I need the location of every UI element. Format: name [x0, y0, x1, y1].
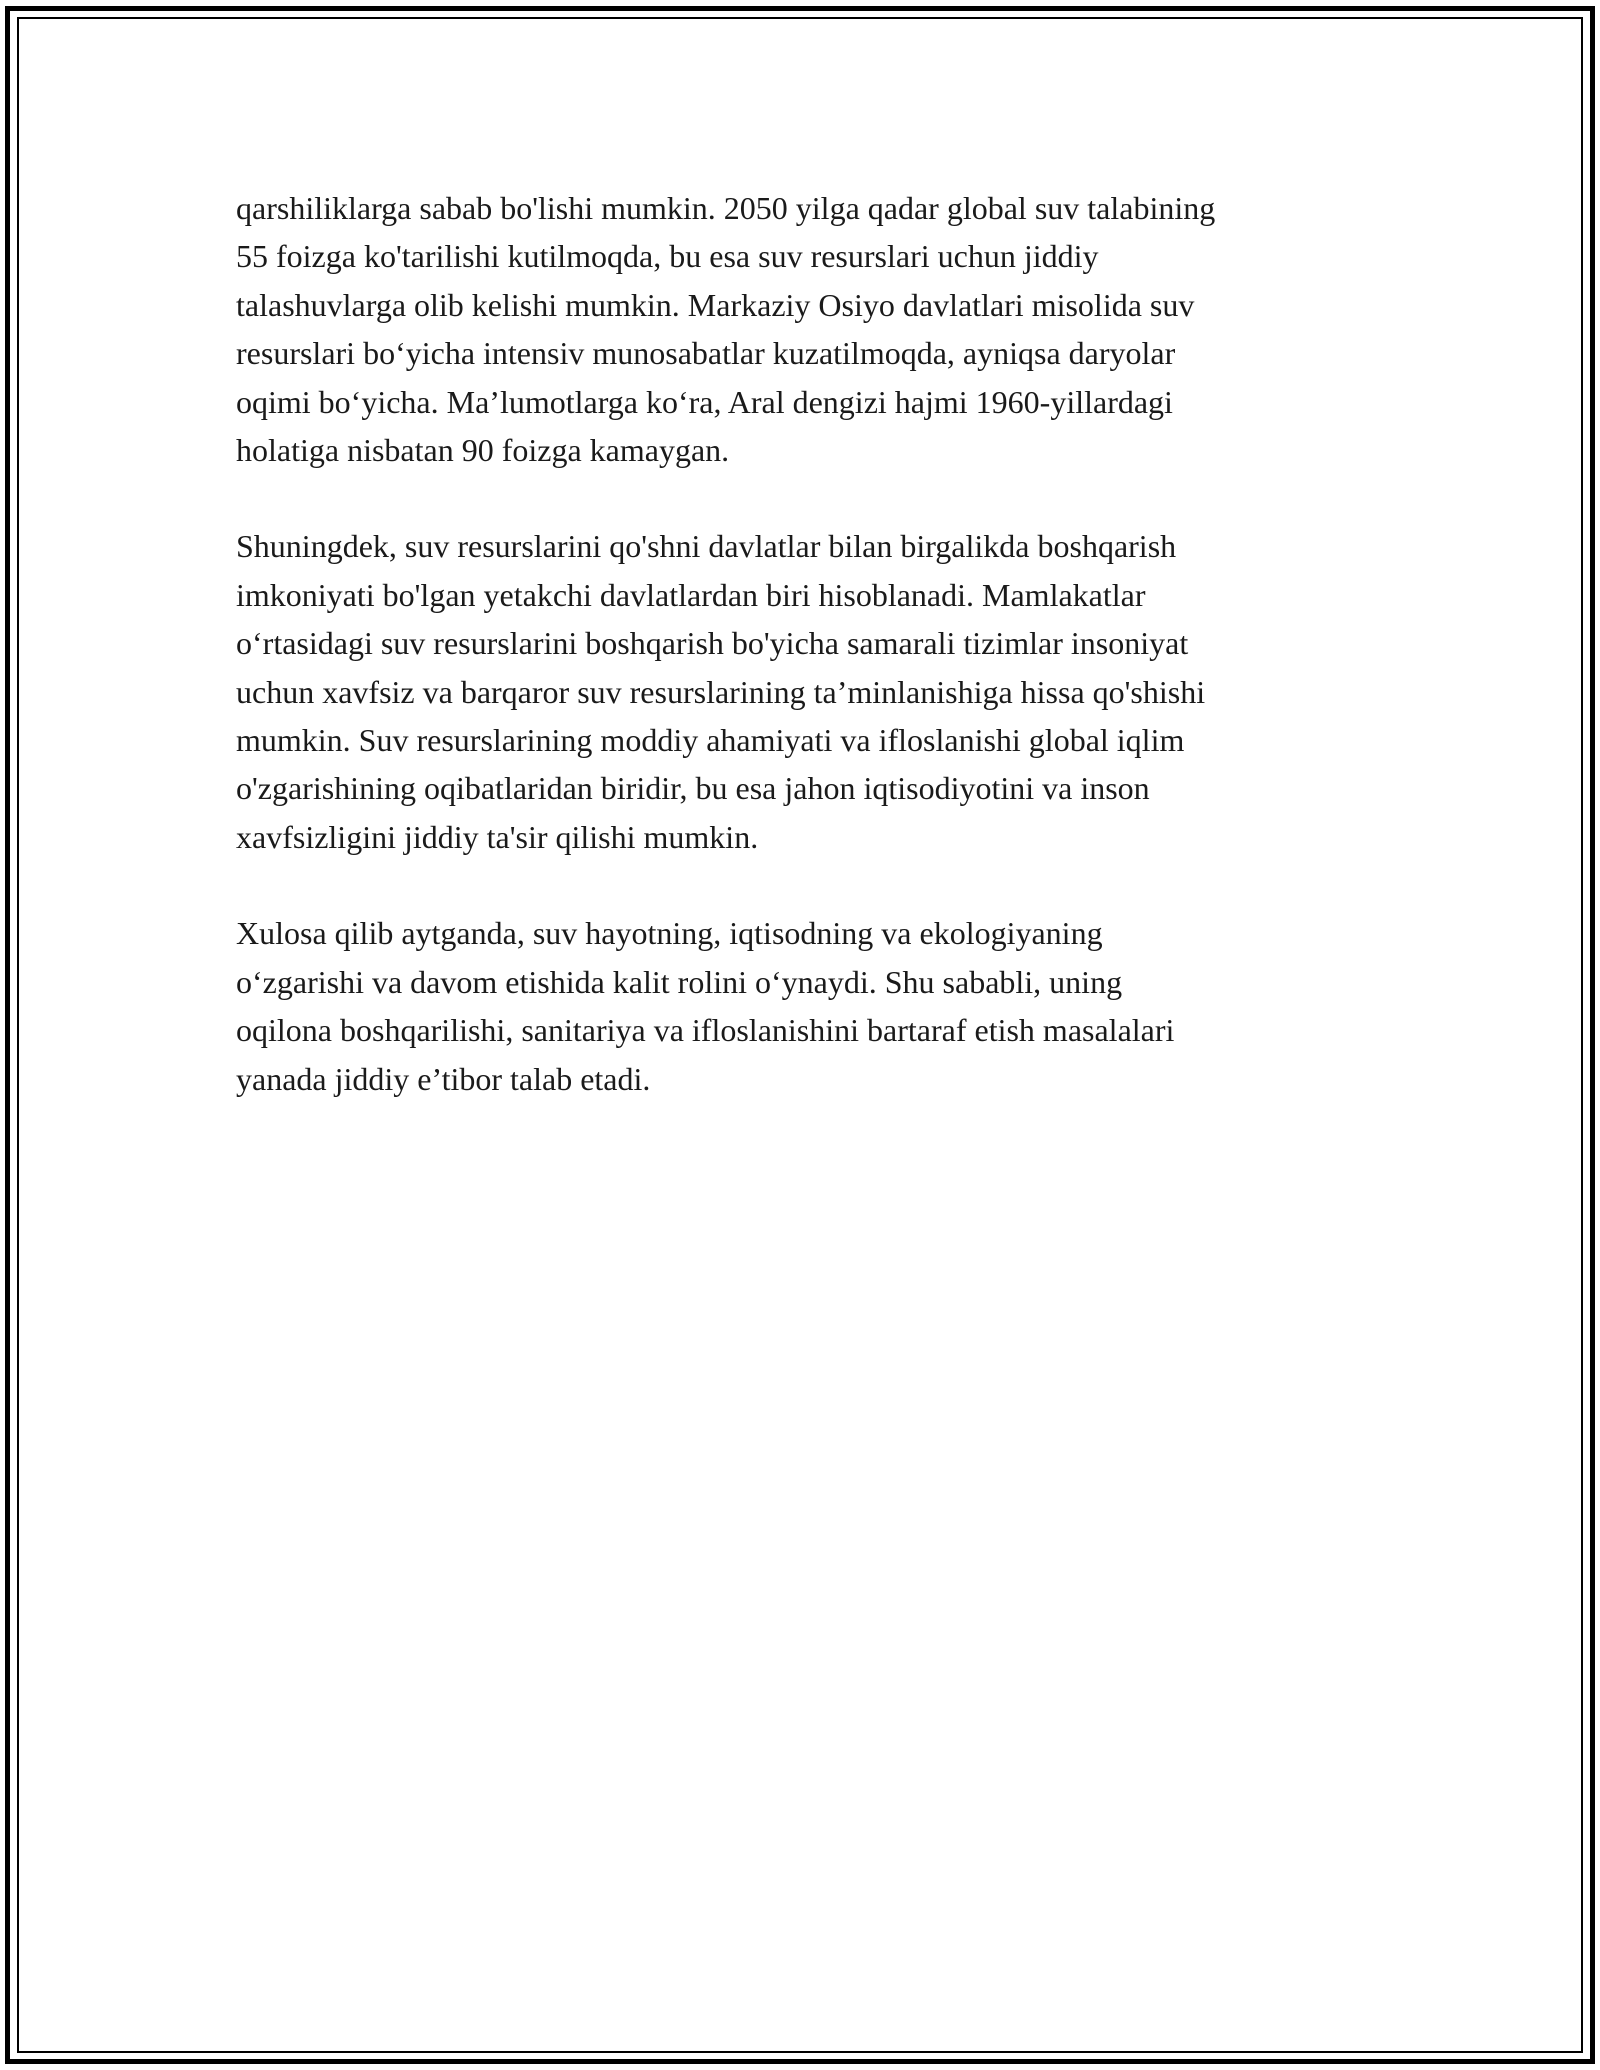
paragraph-water-demand: qarshiliklarga sabab bo'lishi mumkin. 2050 yilga qadar global suv talabining 55 foizga ko'tarilishi kutilmoqda, bu esa suv resurslari uchun jiddiy talashuvlarga olib kelishi mumkin. Markaziy Osiyo davlatlari misolida suv resurslari bo‘yicha intensiv munosabatlar kuzatilmoqda, ayniqsa daryolar oqimi bo‘yicha. Ma’lumotlarga ko‘ra, Aral dengizi hajmi 1960-yillardagi holatiga nisbatan 90 foizga kamaygan. — [236, 190, 1216, 469]
document-body — [236, 184, 1376, 1103]
paragraph-conclusion: Xulosa qilib aytganda, suv hayotning, iqtisodning va ekologiyaning o‘zgarishi va davom etishida kalit rolini o‘ynaydi. Shu sababli, uning oqilona boshqarilishi, sanitariya va ifloslanishini bartaraf etish masalalari yanada jiddiy e’tibor talab etadi. — [236, 915, 1175, 1097]
paragraph-joint-management: Shuningdek, suv resurslarini qo'shni davlatlar bilan birgalikda boshqarish imkoniyati bo'lgan yetakchi davlatlardan biri hisoblanadi. Mamlakatlar o‘rtasidagi suv resurslarini boshqarish bo'yicha samarali tizimlar insoniyat uchun xavfsiz va barqaror suv resurslarining ta’minlanishiga hissa qo'shishi mumkin. Suv resurslarining moddiy ahamiyati va ifloslanishi global iqlim o'zgarishining oqibatlaridan biridir, bu esa jahon iqtisodiyotini va inson xavfsizligini jiddiy ta'sir qilishi mumkin. — [236, 528, 1206, 855]
